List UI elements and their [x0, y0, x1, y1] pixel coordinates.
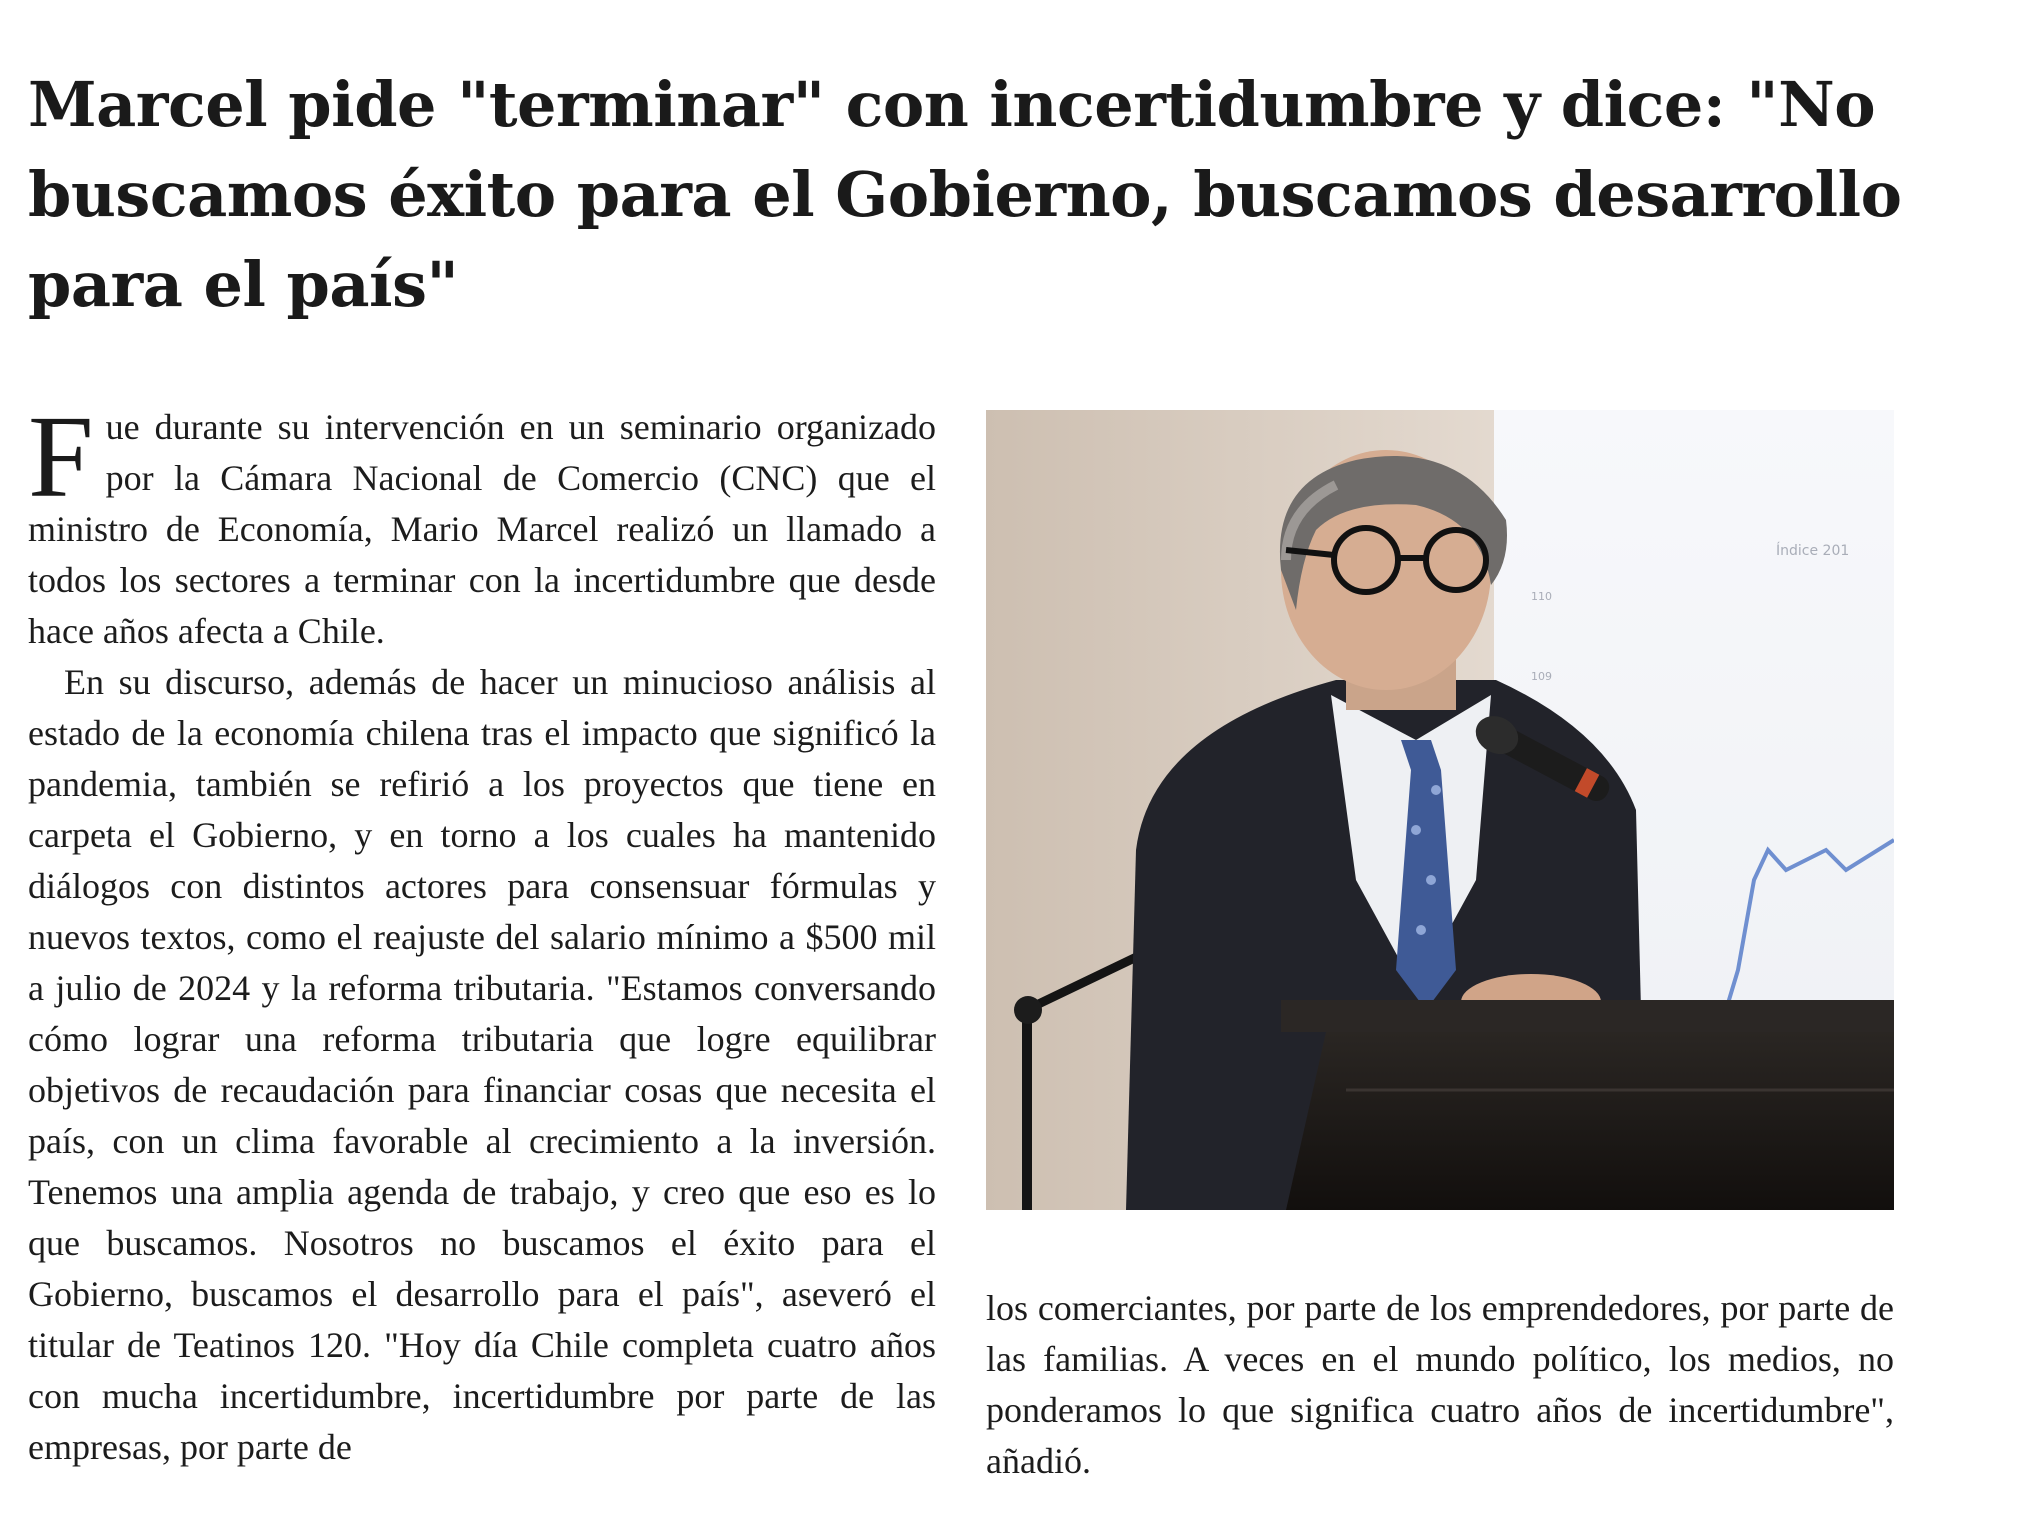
article-body-right-column: los comerciantes, por parte de los emprendedores, por parte de las familias. A veces en el mundo político, los medios, no ponderamos lo que significa cuatro años de incertidumbre", añadió.	[986, 1288, 1894, 1481]
screen-tick-label-1: 110	[1531, 590, 1552, 603]
article-paragraph-2: En su discurso, además de hacer un minucioso análisis al estado de la economía chilena tras el impacto que significó la pandemia, también se refirió a los proyectos que tiene en carpeta el Gobierno, y en torno a los cuales ha mantenido diálogos con distintos actores para consensuar fórmulas y nuevos textos, como el reajuste del salario mínimo a $500 mil a julio de 2024 y la reforma tributaria. "Estamos conversando cómo lograr una reforma tributaria que logre equilibrar objetivos de recaudación para financiar cosas que necesita el país, con un clima favorable al crecimiento a la inversión. Tenemos una amplia agenda de trabajo, y creo que eso es lo que buscamos. Nosotros no buscamos el éxito para el Gobierno, buscamos el desarrollo para el país", aseveró el titular de Teatinos 120. "Hoy día Chile completa cuatro años con mucha incertidumbre, incertidumbre por parte de las empresas, por parte de	[28, 662, 936, 1467]
podium-top	[1281, 1000, 1894, 1032]
mic-stand-joint	[1014, 996, 1042, 1024]
drop-cap: F	[28, 391, 94, 522]
screen-title-text: Índice 201	[1776, 543, 1850, 559]
article-paragraph-1	[28, 391, 936, 657]
screen-tick-label-2: 109	[1531, 670, 1552, 683]
article-photo	[986, 410, 1894, 1210]
podium-body	[1286, 1032, 1894, 1210]
article-body-left-column	[28, 391, 936, 1473]
article-headline: Marcel pide "terminar" con incertidumbre y dice: "No buscamos éxito para el Gobierno, buscamos desarrollo para el país"	[28, 68, 1902, 321]
mic-stand-pole	[1022, 1000, 1032, 1210]
minister-at-podium-photo	[986, 410, 1894, 1210]
paragraph-1-text: ue durante su intervención en un seminario organizado por la Cámara Nacional de Comercio (CNC) que el ministro de Economía, Mario Marcel realizó un llamado a todos los sectores a terminar con la incertidumbre que desde hace años afecta a Chile.	[28, 407, 936, 651]
